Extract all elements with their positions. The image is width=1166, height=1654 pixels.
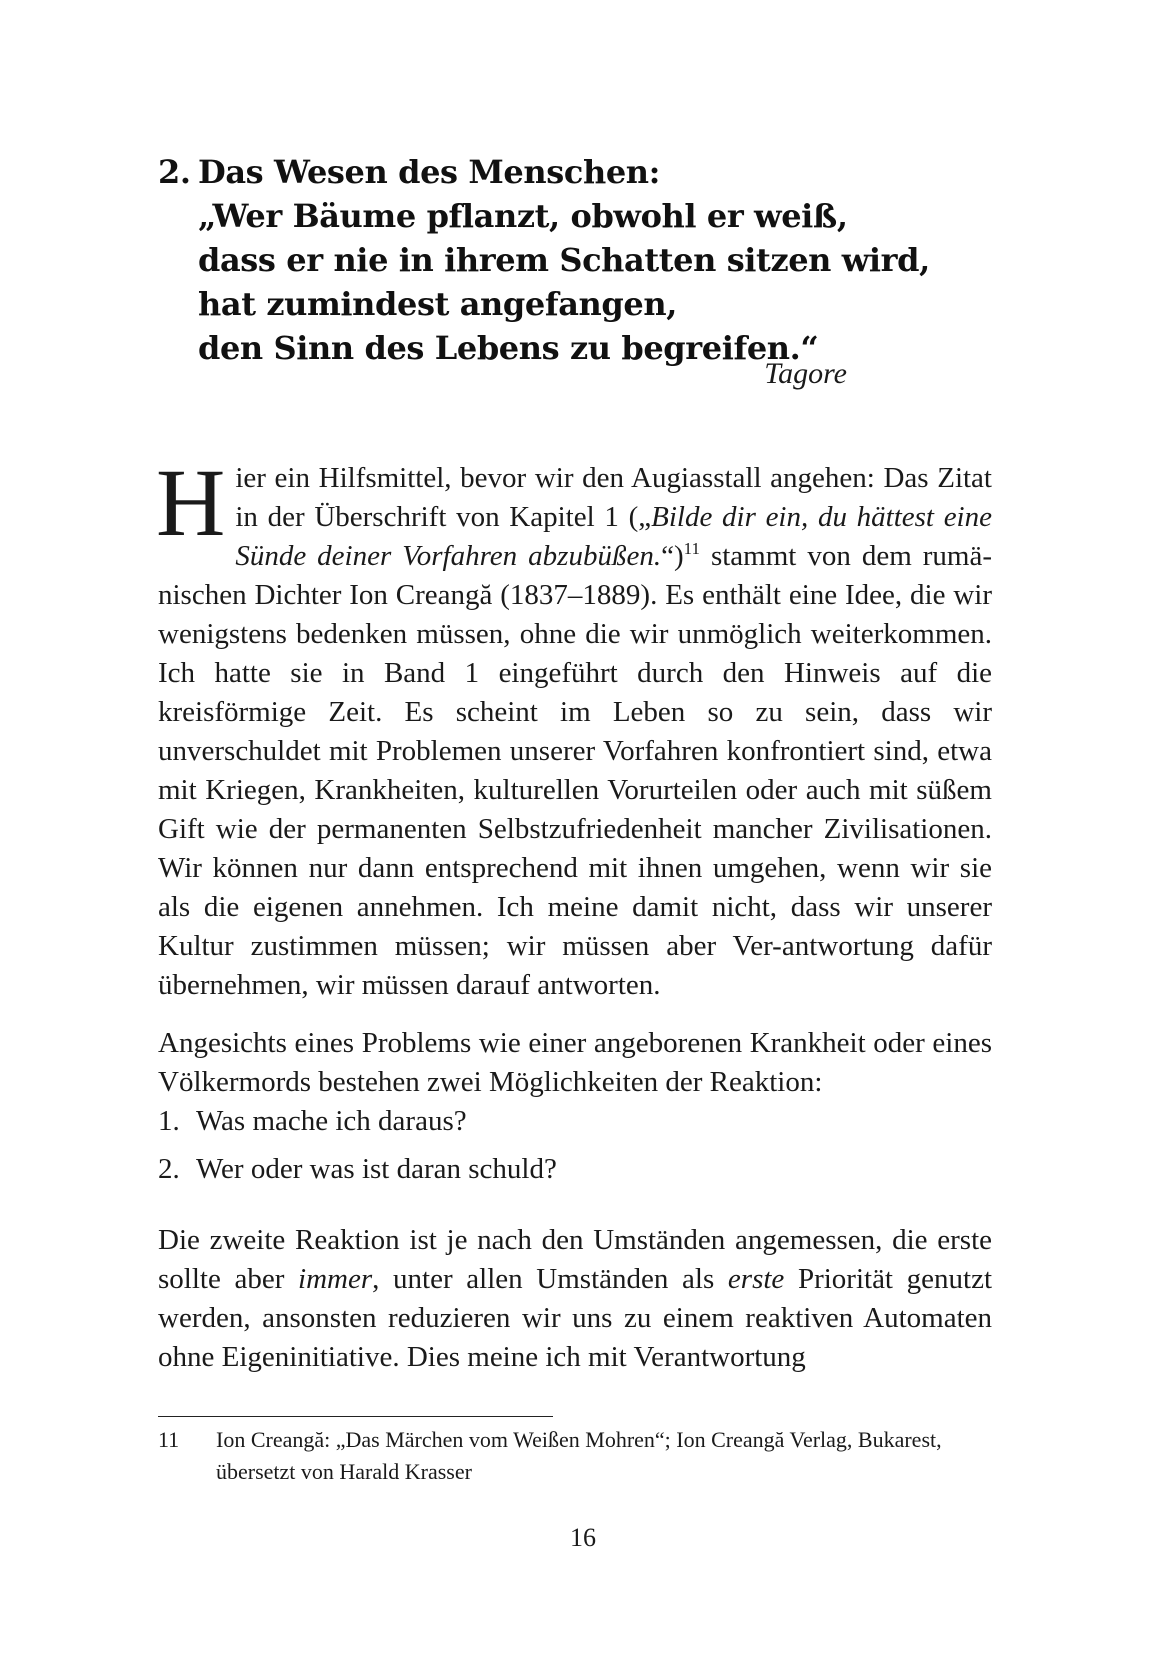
list-item	[158, 1102, 992, 1141]
heading-line-4: hat zumindest angefangen,	[198, 285, 677, 323]
list-item-text: Wer oder was ist daran schuld?	[196, 1153, 557, 1185]
quote-close-mark: “)	[661, 540, 684, 572]
list-marker: 2.	[158, 1153, 180, 1185]
paragraph-3-part-3: Priorität genutzt werden, ansonsten reduzieren wir uns zu einem reaktiven Automaten ohne Eigeninitiative. Dies meine ich mit Verantwortung	[158, 1263, 993, 1373]
heading-number: 2.	[158, 153, 191, 191]
quote-open-mark: „	[638, 501, 652, 533]
list-item-text: Was mache ich daraus?	[196, 1105, 467, 1137]
paragraph-1-text-a: ier ein Hilfsmittel, bevor wir den Augiasstall angehen: Das Zitat in der Überschrift von Kapitel 1 (	[235, 462, 992, 533]
footnote	[158, 1424, 992, 1488]
footnote-number: 11	[158, 1427, 180, 1452]
emphasis-erste: erste	[727, 1263, 785, 1295]
heading-title: Das Wesen des Menschen:	[198, 153, 661, 191]
paragraph-1-text-b: stammt von dem rumänischen Dichter Ion Creangă (1837–1889). Es enthält eine Idee, die wir wenigstens bedenken müssen, ohne die wir unmöglich weiterkommen. Ich hatte sie in Band 1 eingeführt durch den Hinweis auf die kreisförmige Zeit. Es scheint im Leben so zu sein, dass wir unverschuldet mit Problemen unserer Vorfahren konfrontiert sind, etwa mit Kriegen, Krankheiten, kulturellen Vorurteilen oder auch mit süßem Gift wie der permanenten Selbstzufriedenheit mancher Zivilisationen. Wir können nur dann entsprechend mit ihnen umgehen, wenn wir sie als die eigenen annehmen. Ich meine damit nicht, dass wir unserer Kultur zustimmen müssen; wir müssen aber Ver-antwortung dafür übernehmen, wir müssen darauf antworten.	[158, 540, 992, 1001]
quote-attribution: Tagore	[764, 357, 847, 390]
paragraph-3-part-1: Die zweite Reaktion ist je nach den Umständen angemessen, die erste sollte aber	[158, 1224, 992, 1295]
paragraph-2: Angesichts eines Problems wie einer angeborenen Krankheit oder eines Völkermords bestehen zwei Möglichkeiten der Reaktion:	[158, 1027, 992, 1098]
heading-line-3: dass er nie in ihrem Schatten sitzen wird,	[198, 241, 930, 279]
page-number: 16	[570, 1523, 596, 1552]
inline-quote: Bilde dir ein, du hättest eine Sünde deiner Vorfahren abzubüßen.	[235, 501, 992, 572]
footnote-reference: 11	[683, 539, 700, 558]
emphasis-immer: immer	[298, 1263, 373, 1295]
paragraph-3	[158, 1221, 992, 1377]
list-item	[158, 1150, 992, 1189]
drop-cap: H	[156, 449, 226, 556]
paragraph-1	[156, 449, 992, 1005]
reaction-list	[158, 1102, 992, 1198]
heading-line-5: den Sinn des Lebens zu begreifen.“	[198, 329, 819, 367]
footnote-text: Ion Creangă: „Das Märchen vom Weißen Mohren“; Ion Creangă Verlag, Bukarest, übersetzt von Harald Krasser	[216, 1427, 942, 1484]
paragraph-3-part-2: , unter allen Umständen als	[372, 1263, 728, 1295]
heading-line-2: „Wer Bäume pflanzt, obwohl er weiß,	[198, 197, 848, 235]
chapter-heading	[158, 150, 998, 370]
heading-line-1	[158, 150, 998, 194]
list-marker: 1.	[158, 1105, 180, 1137]
footnote-divider	[158, 1416, 553, 1417]
